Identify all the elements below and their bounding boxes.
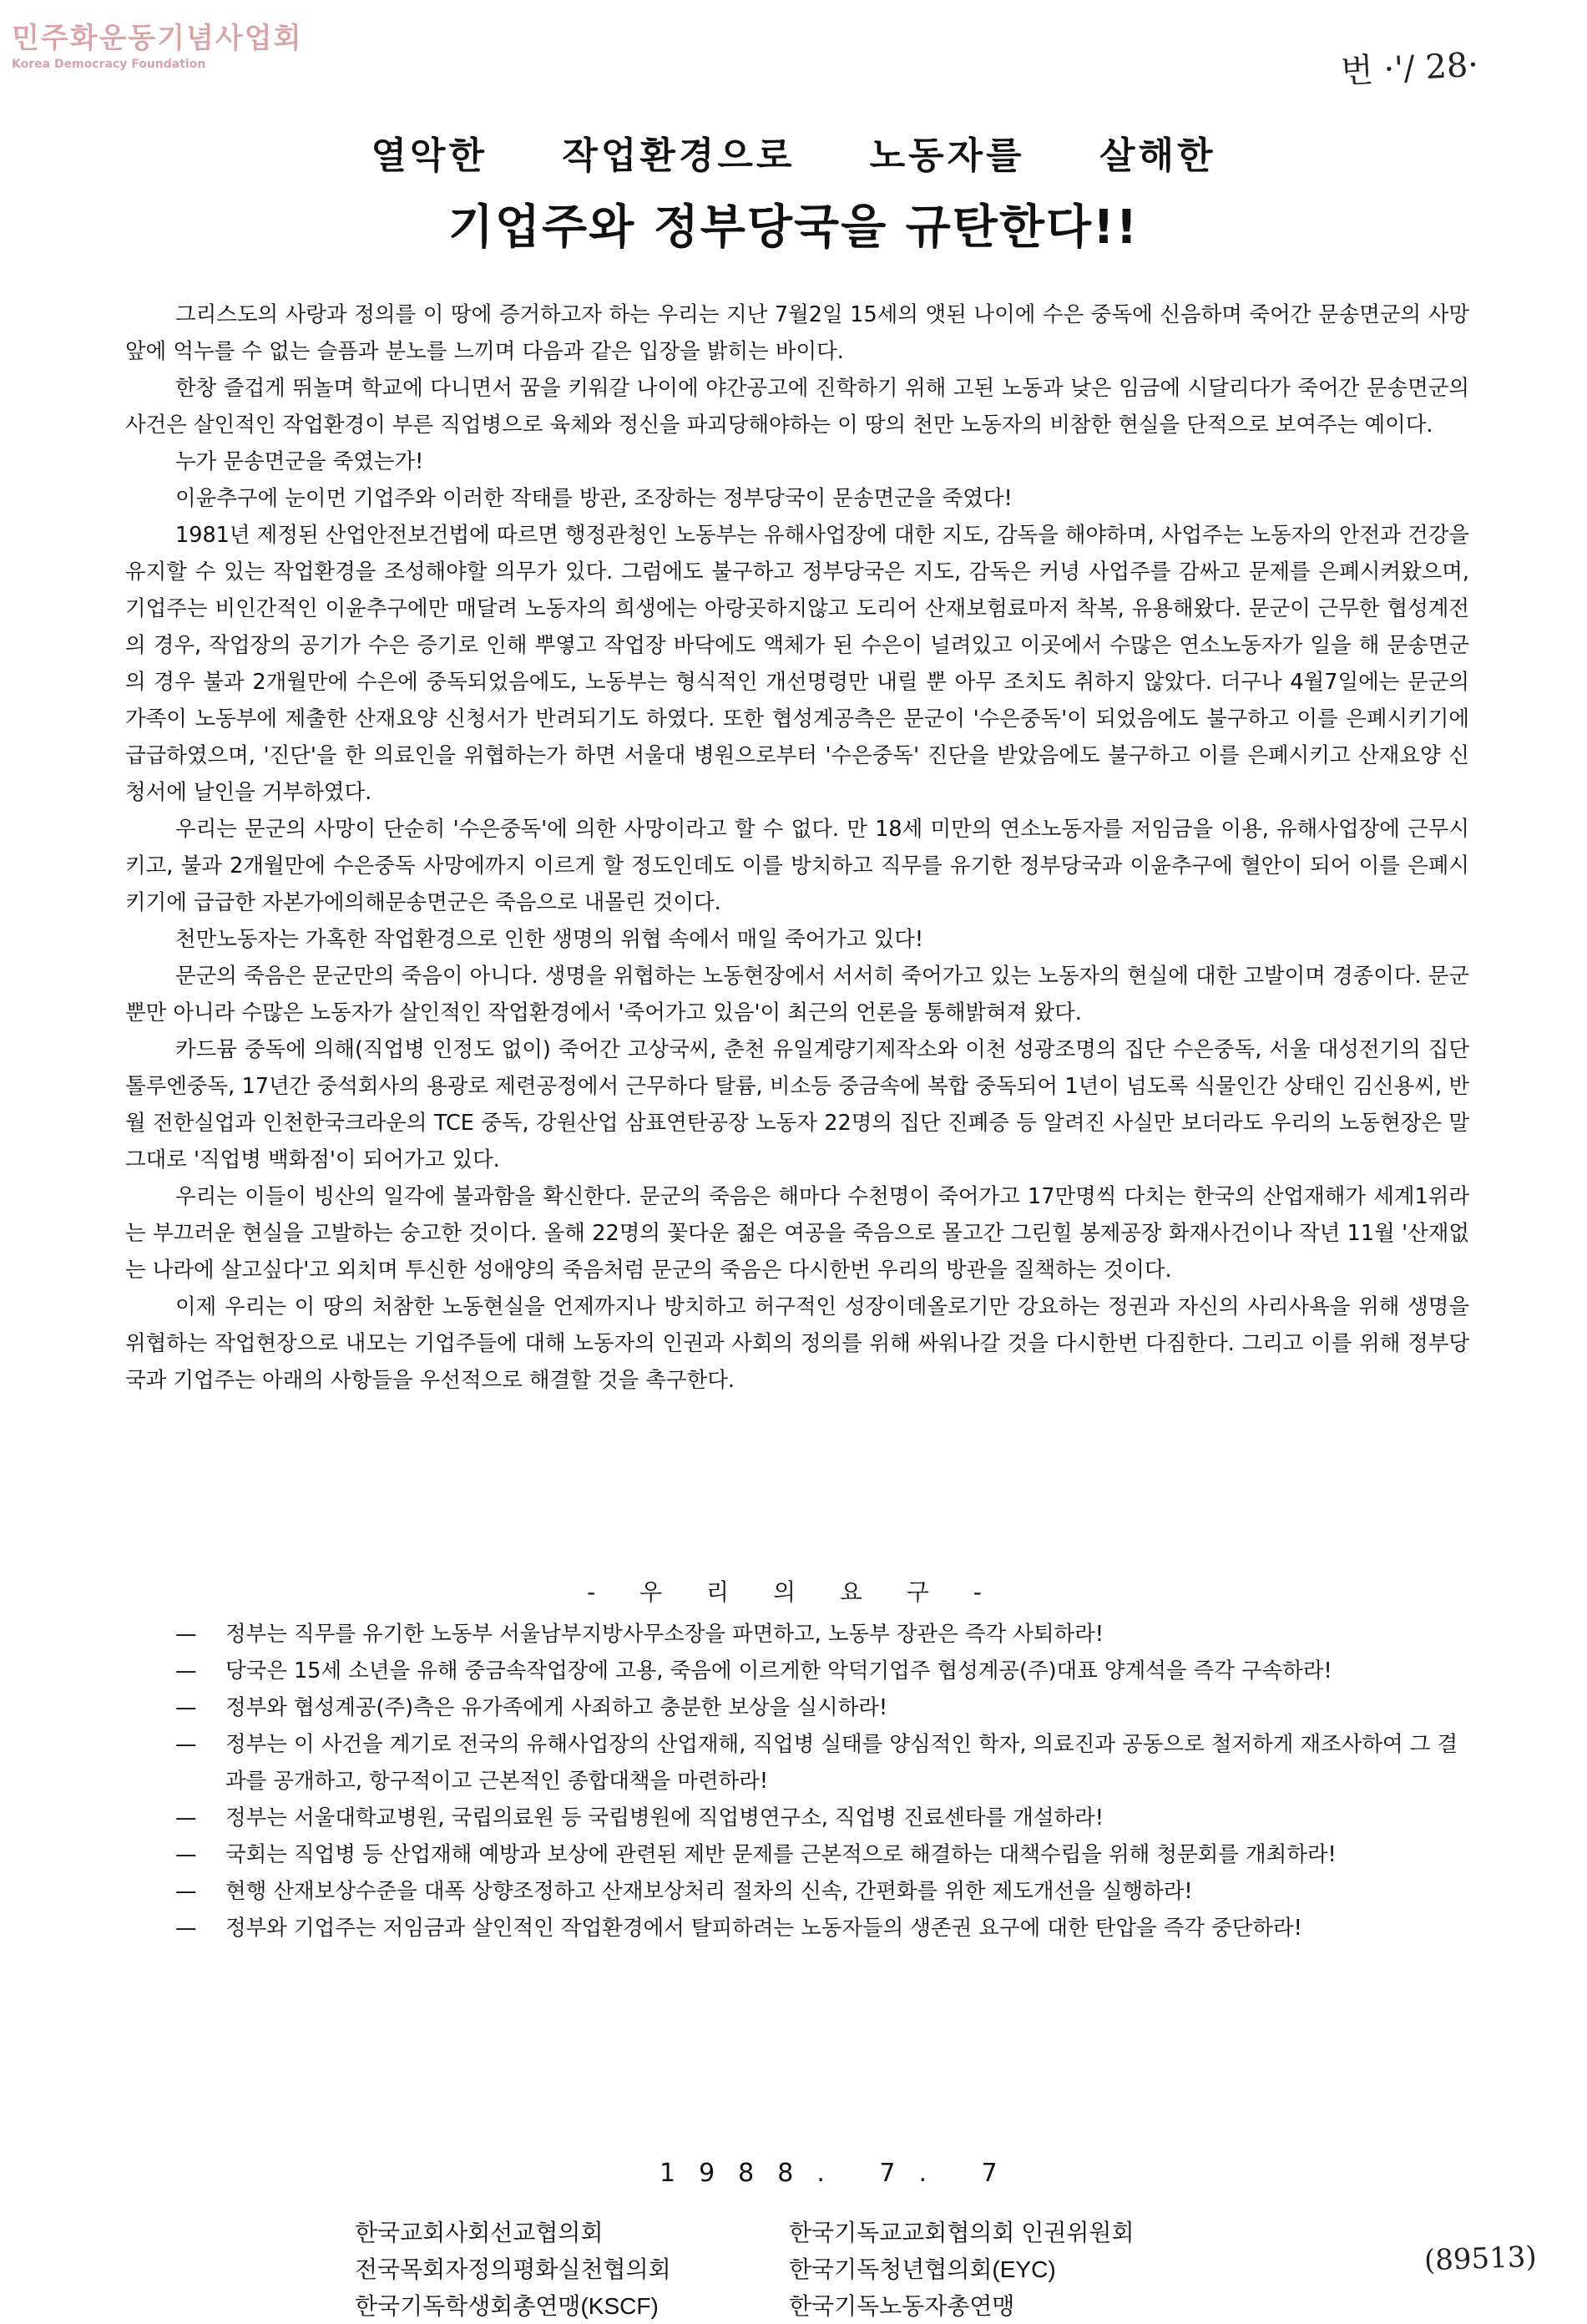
dash-marker: — — [175, 1695, 197, 1720]
demand-text: 정부는 이 사건을 계기로 전국의 유해사업장의 산업재해, 직업병 실태를 양심적인 학자, 의료진과 공동으로 철저하게 재조사하여 그 결과를 공개하고, 항구적이고 근본적인 종합대책을 마련하라! — [225, 1732, 1458, 1794]
demand-item — [175, 1653, 1478, 1689]
demand-text: 당국은 15세 소년을 유해 중금속작업장에 고용, 죽음에 이르게한 악덕기업주 협성계공(주)대표 양계석을 즉각 구속하라! — [225, 1658, 1332, 1684]
dash-marker: — — [175, 1732, 197, 1757]
demands-heading: - 우 리 의 요 구 - — [587, 1578, 1000, 1606]
organization-name: 전국목회자정의평화실천협의회 — [355, 2256, 671, 2282]
paragraph: 누가 문송면군을 죽였는가! — [175, 449, 424, 474]
paragraph: 그리스도의 사랑과 정의를 이 땅에 증거하고자 하는 우리는 지난 7월2일 15세의 앳된 나이에 수은 중독에 신음하며 죽어간 문송면군의 사망앞에 억누를 수 없는 슬픔과 분노를 느끼며 다음과 같은 입장을 밝히는 바이다. — [125, 302, 1469, 364]
demand-item — [175, 1689, 1478, 1726]
demand-item — [175, 1836, 1478, 1873]
organization-name: 한국기독노동자총연맹 — [789, 2293, 1015, 2319]
demands-list — [175, 1616, 1478, 1947]
demand-text: 정부는 직무를 유기한 노동부 서울남부지방사무소장을 파면하고, 노동부 장관은 즉각 사퇴하라! — [225, 1622, 1104, 1647]
watermark-logo — [12, 15, 302, 71]
organization-name: 한국기독학생회총연맹(KSCF) — [355, 2293, 659, 2319]
demand-item — [175, 1800, 1478, 1836]
demand-text: 정부는 서울대학교병원, 국립의료원 등 국립병원에 직업병연구소, 직업병 진료센타를 개설하라! — [225, 1805, 1104, 1830]
title-line-2: 기업주와 정부당국을 규탄한다!! — [447, 200, 1140, 255]
demand-item — [175, 1873, 1478, 1910]
demand-item — [175, 1616, 1478, 1653]
paragraph: 한창 즐겁게 뛰놀며 학교에 다니면서 꿈을 키워갈 나이에 야간공고에 진학하기 위해 고된 노동과 낮은 임금에 시달리다가 죽어간 문송면군의 사건은 살인적인 작업환경이 부른 직업병으로 육체와 정신을 파괴당해야하는 이 땅의 천만 노동자의 비참한 현실을 단적으로 보여주는 예이다. — [125, 376, 1469, 438]
watermark-english: Korea Democracy Foundation — [12, 58, 206, 71]
statement-body — [125, 296, 1469, 1399]
paragraph: 이윤추구에 눈이먼 기업주와 이러한 작태를 방관, 조장하는 정부당국이 문송면군을 죽였다! — [175, 486, 1013, 511]
paragraph: 1981년 제정된 산업안전보건법에 따르면 행정관청인 노동부는 유해사업장에 대한 지도, 감독을 해야하며, 사업주는 노동자의 안전과 건강을 유지할 수 있는 작업환경을 조성해야할 의무가 있다. 그럼에도 불구하고 정부당국은 지도, 감독은 커녕 사업주를 감싸고 문제를 은폐시켜왔으며, 기업주는 비인간적인 이윤추구에만 매달려 노동자의 희생에는 아랑곳하지않고 도리어 산재보험료마저 착복, 유용해왔다. 문군이 근무한 협성계전의 경우, 작업장의 공기가 수은 증기로 인해 뿌옇고 작업장 바닥에도 액체가 된 수은이 널려있고 이곳에서 수많은 연소노동자가 일을 해 문송면군의 경우 불과 2개월만에 수은에 중독되었음에도, 노동부는 형식적인 개선명령만 내릴 뿐 아무 조치도 취하지 않았다. 더구나 4월7일에는 문군의 가족이 노동부에 제출한 산재요양 신청서가 반려되기도 하였다. 또한 협성계공측은 문군이 '수은중독'이 되었음에도 불구하고 이를 은폐시키기에 급급하였으며, '진단'을 한 의료인을 위협하는가 하면 서울대 병원으로부터 '수은중독' 진단을 받았음에도 불구하고 이를 은폐시키고 산재요양 신청서에 날인을 거부하였다. — [125, 523, 1469, 805]
watermark-korean: 민주화운동기념사업회 — [12, 22, 303, 55]
dash-marker: — — [175, 1916, 197, 1941]
organization-name: 한국기독청년협의회(EYC) — [789, 2256, 1056, 2282]
handwritten-note-top: 번 ·'/ 28· — [1340, 45, 1480, 92]
demand-text: 국회는 직업병 등 산업재해 예방과 보상에 관련된 제반 문제를 근본적으로 해결하는 대책수립을 위해 청문회를 개최하라! — [225, 1842, 1337, 1867]
title-line-1: 열악한 작업환경으로 노동자를 살해한 — [371, 134, 1216, 177]
paragraph: 카드뮴 중독에 의해(직업병 인정도 없이) 죽어간 고상국씨, 춘천 유일계량기제작소와 이천 성광조명의 집단 수은중독, 서울 대성전기의 집단 톨루엔중독, 17년간 중석회사의 용광로 제련공정에서 근무하다 탈륨, 비소등 중금속에 복합 중독되어 1년이 넘도록 식물인간 상태인 김신용씨, 반월 전한실업과 인천한국크라운의 TCE 중독, 강원산업 삼표연탄공장 노동자 22명의 집단 진폐증 등 알려진 사실만 보더라도 우리의 노동현장은 말 그대로 '직업병 백화점'이 되어가고 있다. — [125, 1037, 1469, 1172]
paragraph: 천만노동자는 가혹한 작업환경으로 인한 생명의 위협 속에서 매일 죽어가고 있다! — [175, 927, 924, 952]
paragraph: 문군의 죽음은 문군만의 죽음이 아니다. 생명을 위협하는 노동현장에서 서서히 죽어가고 있는 노동자의 현실에 대한 고발이며 경종이다. 문군뿐만 아니라 수많은 노동자가 살인적인 작업환경에서 '죽어가고 있음'이 최근의 언론을 통해밝혀져 왔다. — [125, 964, 1469, 1025]
demand-item — [175, 1726, 1478, 1800]
paragraph: 이제 우리는 이 땅의 처참한 노동현실을 언제까지나 방치하고 허구적인 성장이데올로기만 강요하는 정권과 자신의 사리사욕을 위해 생명을 위협하는 작업현장으로 내모는 기업주들에 대해 노동자의 인권과 사회의 정의를 위해 싸워나갈 것을 다시한번 다짐한다. 그리고 이를 위해 정부당국과 기업주는 아래의 사항들을 우선적으로 해결할 것을 촉구한다. — [125, 1294, 1469, 1393]
dash-marker: — — [175, 1842, 197, 1867]
organization-name: 한국교회사회선교협의회 — [355, 2220, 604, 2246]
dash-marker: — — [175, 1879, 197, 1904]
paragraph: 우리는 문군의 사망이 단순히 '수은중독'에 의한 사망이라고 할 수 없다. 만 18세 미만의 연소노동자를 저임금을 이용, 유해사업장에 근무시키고, 불과 2개월만에 수은중독 사망에까지 이르게 할 정도인데도 이를 방치하고 직무를 유기한 정부당국과 이윤추구에 혈안이 되어 이를 은폐시키기에 급급한 자본가에의해문송면군은 죽음으로 내몰린 것이다. — [125, 817, 1469, 915]
organization-name: 한국기독교교회협의회 인권위원회 — [789, 2220, 1135, 2246]
handwritten-note-bottom: (89513) — [1423, 2240, 1538, 2278]
paragraph: 우리는 이들이 빙산의 일각에 불과함을 확신한다. 문군의 죽음은 해마다 수천명이 죽어가고 17만명씩 다치는 한국의 산업재해가 세계1위라는 부끄러운 현실을 고발하는 숭고한 것이다. 올해 22명의 꽃다운 젊은 여공을 죽음으로 몰고간 그린힐 봉제공장 화재사건이나 작년 11월 '산재없는 나라에 살고싶다'고 외치며 투신한 성애양의 죽음처럼 문군의 죽음은 다시한번 우리의 방관을 질책하는 것이다. — [125, 1184, 1469, 1283]
dash-marker: — — [175, 1622, 197, 1647]
issue-date: 1988. 7. 7 — [660, 2159, 1021, 2188]
signatory-organizations — [355, 2217, 1273, 2322]
demand-text: 정부와 기업주는 저임금과 살인적인 작업환경에서 탈피하려는 노동자들의 생존권 요구에 대한 탄압을 즉각 중단하라! — [225, 1916, 1302, 1941]
demand-text: 정부와 협성계공(주)측은 유가족에게 사죄하고 충분한 보상을 실시하라! — [225, 1695, 888, 1720]
demand-item — [175, 1910, 1478, 1947]
dash-marker: — — [175, 1658, 197, 1684]
dash-marker: — — [175, 1805, 197, 1830]
demand-text: 현행 산재보상수준을 대폭 상향조정하고 산재보상처리 절차의 신속, 간편화를 위한 제도개선을 실행하라! — [225, 1879, 1193, 1904]
